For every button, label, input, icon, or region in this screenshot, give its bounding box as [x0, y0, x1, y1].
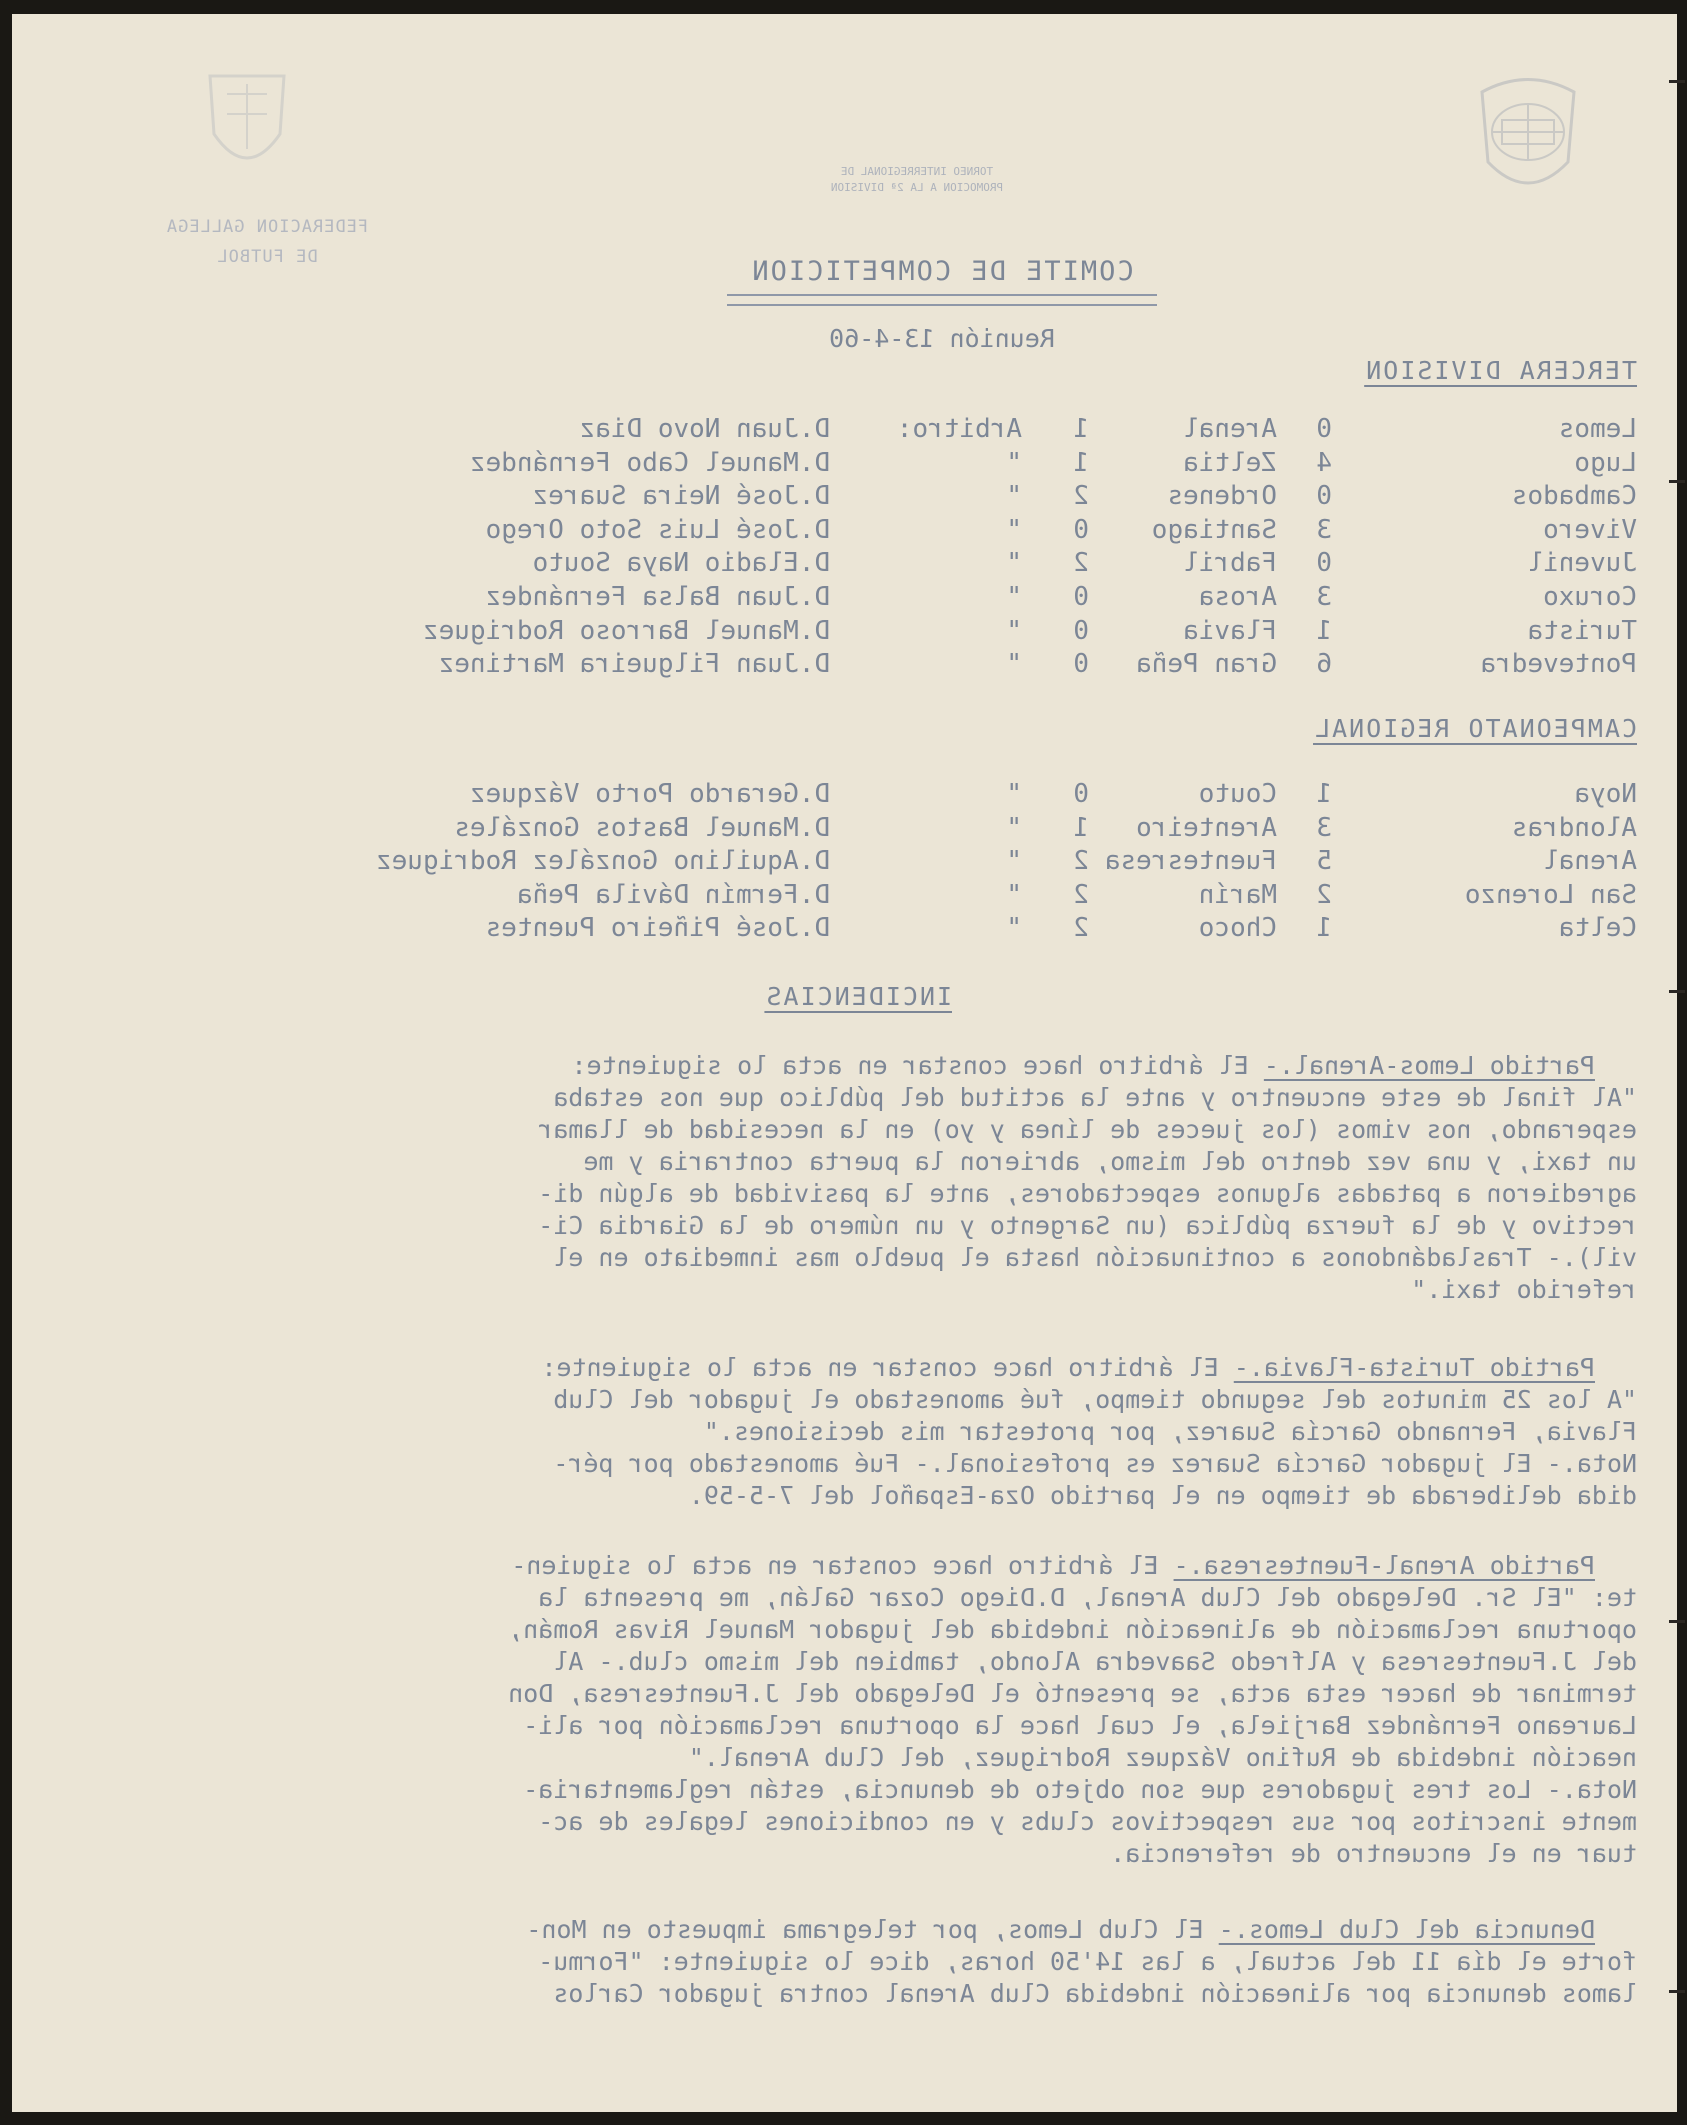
referee-name: D.Juan Novo Diaz — [579, 414, 830, 444]
away-goals: 2 — [1073, 846, 1089, 877]
away-team: Marín — [1198, 879, 1277, 910]
referee-label: " — [1006, 447, 1022, 478]
incident-line: del J.Fuentesresa y Alfredo Saavedra Alondo, tambien del mismo club.- Al — [553, 1647, 1637, 1676]
incident-line: Flavia, Fernando García Suarez, por protestar mis decisiones." — [703, 1417, 1637, 1446]
home-team: Vivero — [1543, 514, 1637, 545]
home-team: Noya — [1574, 779, 1637, 809]
home-team: Turista — [1527, 615, 1637, 646]
incident-line: Nota.- Los tres jugadores que son objeto de denuncia, están reglamentaria- — [523, 1775, 1637, 1804]
away-team: Zeltia — [1183, 447, 1277, 478]
away-team: Flavia — [1183, 615, 1277, 646]
match-row — [12, 880, 1677, 913]
referee-label: " — [1006, 913, 1022, 944]
page-title: COMITE DE COMPETICION — [750, 256, 1134, 287]
home-team: San Lorenzo — [1464, 879, 1637, 910]
referee-name: D.Aquilino González Rodriguez — [376, 846, 830, 877]
away-goals: 1 — [1073, 812, 1089, 843]
section-heading-regional: CAMPEONATO REGIONAL — [1313, 714, 1637, 743]
binder-tack-mark — [1669, 1620, 1685, 1623]
incident-paragraph-turista-flavia — [87, 1352, 1637, 1512]
match-row — [12, 515, 1677, 548]
incident-heading: Partido Lemos-Arenal.- — [1263, 1051, 1595, 1080]
letterhead-center — [752, 164, 1082, 196]
match-row — [12, 414, 1677, 447]
home-team: Juvenil — [1527, 548, 1637, 579]
incident-line: esperando, nos vimos (los jueces de línea y yo) en la necesidad de llamar — [538, 1115, 1637, 1144]
incident-line: referido taxi." — [1411, 1275, 1637, 1304]
home-goals: 1 — [1316, 615, 1332, 646]
away-goals: 2 — [1073, 913, 1089, 944]
home-goals: 1 — [1316, 779, 1332, 809]
spanish-federation-crest-icon — [1472, 72, 1584, 204]
mirrored-document — [12, 14, 1677, 2112]
incident-paragraph-arenal-fuentesresa — [87, 1550, 1637, 1870]
match-row — [12, 448, 1677, 481]
binder-tack-mark — [1669, 80, 1685, 83]
away-team: Arenal — [1183, 414, 1277, 444]
incident-line: El árbitro hace constar en acta lo siguiente: — [541, 1353, 1234, 1382]
incident-line: forte el día 11 del actual, a las 14'50 horas, dice lo siguiente: "Formu- — [538, 1947, 1637, 1976]
galician-federation-crest-icon — [202, 64, 292, 184]
incident-line: dida deliberada de tiempo en el partido Oza-Español del 7-5-59. — [688, 1481, 1637, 1510]
incident-line: oportuna reclamación de alineación indebida del jugador Manuel Rivas Román, — [508, 1615, 1637, 1644]
letterhead-right — [122, 212, 412, 272]
incident-line: El Club Lemos, por telegrama impuesto en Mon- — [526, 1915, 1219, 1944]
home-goals: 3 — [1316, 582, 1332, 612]
away-goals: 0 — [1073, 779, 1089, 809]
home-goals: 0 — [1316, 548, 1332, 579]
incident-line: tuar en el encuentro de referencia. — [1110, 1839, 1637, 1868]
away-goals: 0 — [1073, 615, 1089, 646]
away-team: Gran Peña — [1136, 649, 1277, 680]
home-team: Celta — [1558, 913, 1637, 944]
referee-label: " — [1006, 779, 1022, 809]
referee-label: " — [1006, 812, 1022, 843]
incident-line: vil).- Trasladándonos a continuación hasta el pueblo mas inmediato en el — [553, 1243, 1637, 1272]
incident-heading: Denuncia del Club Lemos.- — [1218, 1915, 1595, 1944]
away-team: Santiago — [1151, 514, 1277, 545]
title-double-rule — [727, 294, 1157, 306]
referee-label: " — [1006, 649, 1022, 680]
away-goals: 2 — [1073, 481, 1089, 512]
incident-line: un taxi, y una vez dentro del mismo, abrieron la puerta contraria y me — [583, 1147, 1637, 1176]
match-row — [12, 616, 1677, 649]
referee-name: D.Gerardo Porto Vázquez — [469, 779, 830, 809]
meeting-date: Reunión 13-4-60 — [829, 324, 1055, 353]
incident-line: rectivo y de la fuerza pública (un Sargento y un número de la Giardia Ci- — [538, 1211, 1637, 1240]
incident-line: Laureano Fernández Barjiela, el cual hace la oportuna reclamación por ali- — [523, 1711, 1637, 1740]
away-goals: 0 — [1073, 514, 1089, 545]
referee-label: " — [1006, 879, 1022, 910]
incident-line: "A los 25 minutos del segundo tiempo, fué amonestado el jugador del Club — [553, 1385, 1637, 1414]
home-team: Alondras — [1511, 812, 1637, 843]
away-team: Couto — [1198, 779, 1277, 809]
away-team: Arosa — [1198, 582, 1277, 612]
match-row — [12, 813, 1677, 846]
incident-line: El árbitro hace constar en acta lo siguiente: — [571, 1051, 1264, 1080]
away-goals: 0 — [1073, 582, 1089, 612]
referee-label: " — [1006, 481, 1022, 512]
home-team: Pontevedra — [1480, 649, 1637, 680]
letterhead-right-line: FEDERACION GALLEGA — [165, 217, 369, 237]
away-goals: 1 — [1073, 414, 1089, 444]
home-team: Arenal — [1543, 846, 1637, 877]
incident-line: El árbitro hace constar en acta lo siguien- — [511, 1551, 1174, 1580]
incident-line: agredieron a patadas algunos espectadores, ante la pasividad de algún di- — [538, 1179, 1637, 1208]
referee-label: " — [1006, 615, 1022, 646]
home-goals: 5 — [1316, 846, 1332, 877]
incident-line: mente inscritos por sus respectivos clubs y en condiciones legales de ac- — [538, 1807, 1637, 1836]
referee-name: D.Juan Balsa Fernández — [485, 582, 830, 612]
home-goals: 4 — [1316, 447, 1332, 478]
home-goals: 2 — [1316, 879, 1332, 910]
away-team: Fuentesresa — [1104, 846, 1277, 877]
referee-name: D.Juan Filgueira Martinez — [438, 649, 830, 680]
incident-paragraph-lemos-arenal — [87, 1050, 1637, 1306]
referee-label: " — [1006, 514, 1022, 545]
home-goals: 1 — [1316, 913, 1332, 944]
incident-line: lamos denuncia por alineación indebida Club Arenal contra jugador Carlos — [553, 1979, 1637, 2008]
away-team: Ordenes — [1167, 481, 1277, 512]
home-goals: 0 — [1316, 481, 1332, 512]
letterhead-right-line: DE FUTBOL — [216, 247, 318, 267]
home-goals: 6 — [1316, 649, 1332, 680]
match-row — [12, 913, 1677, 946]
match-row — [12, 649, 1677, 682]
home-goals: 3 — [1316, 514, 1332, 545]
referee-label: Arbitro: — [896, 414, 1022, 444]
referee-name: D.Manuel Bastos Gonzáles — [454, 812, 830, 843]
section-heading-tercera: TERCERA DIVISION — [1364, 356, 1637, 385]
home-goals: 0 — [1316, 414, 1332, 444]
home-team: Coruxo — [1543, 582, 1637, 612]
away-team: Choco — [1198, 913, 1277, 944]
incident-heading: Partido Arenal-Fuentesresa.- — [1173, 1551, 1595, 1580]
home-team: Lemos — [1558, 414, 1637, 444]
away-team: Arenteiro — [1136, 812, 1277, 843]
incident-line: te: "El Sr. Delegado del Club Arenal, D.Diego Cozar Galán, me presenta la — [538, 1583, 1637, 1612]
incident-line: terminar de hacer esta acta, se presentó el Delegado del J.Fuentesresa, Don — [508, 1679, 1637, 1708]
referee-name: D.José Neira Suarez — [532, 481, 830, 512]
incident-line: "Al final de este encuentro y ante la actitud del público que nos estaba — [553, 1083, 1637, 1112]
incident-heading: Partido Turista-Flavia.- — [1233, 1353, 1595, 1382]
incident-line: neación indebida de Rufino Vázquez Rodriguez, del Club Arenal." — [688, 1743, 1637, 1772]
letterhead-center-line: PROMOCION A LA 2ª DIVISION — [830, 181, 1004, 194]
incident-line: Nota.- El jugador García Suarez es profesional.- Fué amonestado por pér- — [553, 1449, 1637, 1478]
referee-name: D.Eladio Naya Souto — [532, 548, 830, 579]
referee-name: D.Manuel Cabo Fernández — [469, 447, 830, 478]
match-row — [12, 846, 1677, 879]
away-goals: 1 — [1073, 447, 1089, 478]
referee-name: D.Manuel Barroso Rodriguez — [423, 615, 830, 646]
letterhead-center-line: TORNEO INTERREGIONAL DE — [840, 165, 994, 178]
home-goals: 3 — [1316, 812, 1332, 843]
away-goals: 0 — [1073, 649, 1089, 680]
binder-tack-mark — [1669, 990, 1685, 993]
referee-label: " — [1006, 548, 1022, 579]
match-row — [12, 779, 1677, 812]
away-goals: 2 — [1073, 879, 1089, 910]
referee-name: D.Fermín Dávila Peña — [516, 879, 830, 910]
binder-tack-mark — [1669, 1990, 1685, 1993]
match-row — [12, 481, 1677, 514]
referee-label: " — [1006, 846, 1022, 877]
binder-tack-mark — [1669, 480, 1685, 483]
incident-paragraph-denuncia-lemos — [87, 1914, 1637, 2010]
referee-name: D.José Piñeiro Puentes — [485, 913, 830, 944]
match-row — [12, 582, 1677, 615]
referee-label: " — [1006, 582, 1022, 612]
home-team: Cambados — [1511, 481, 1637, 512]
away-team: Fabril — [1183, 548, 1277, 579]
away-goals: 2 — [1073, 548, 1089, 579]
section-heading-incidencias: INCIDENCIAS — [764, 982, 952, 1011]
home-team: Lugo — [1574, 447, 1637, 478]
document-page — [12, 14, 1677, 2112]
referee-name: D.José Luis Soto Orego — [485, 514, 830, 545]
match-row — [12, 548, 1677, 581]
